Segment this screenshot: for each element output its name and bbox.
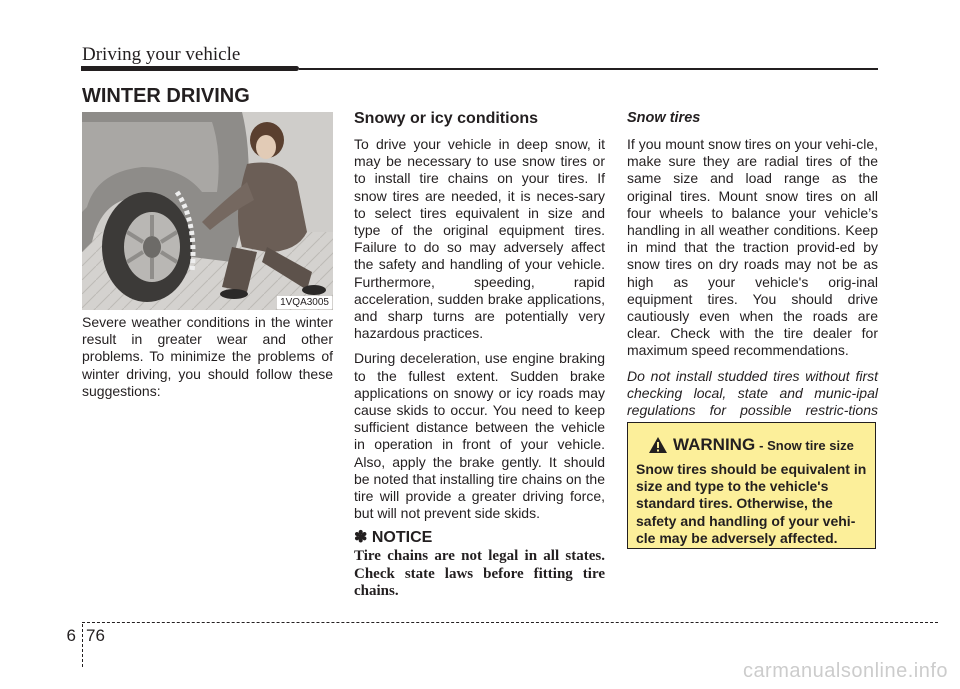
snow-tires-column xyxy=(627,136,878,444)
snowy-icy-paragraph-2: During deceleration, use engine braking to the fullest extent. Sudden brake applications on snowy or icy roads may cause skids to occur. You need to keep sufficient distance between the vehicle in operation in front of your vehicle. Also, apply the brake gently. It should be noted that installing tire chains on the tire will provide a greater driving force, but will not prevent side skids. xyxy=(354,350,605,522)
footer-divider xyxy=(82,624,83,667)
illustration-drawing xyxy=(82,112,333,310)
section-title: WINTER DRIVING xyxy=(82,85,250,107)
header-rule xyxy=(299,68,878,70)
warning-word: WARNING xyxy=(673,435,756,454)
footer-rule xyxy=(82,622,938,623)
figure-caption: 1VQA3005 xyxy=(277,296,332,309)
intro-column xyxy=(82,314,333,408)
warning-header xyxy=(648,433,854,457)
intro-paragraph: Severe weather conditions in the winter result in greater wear and other problems. To minimize the problems of winter driving, you should follow these suggestions: xyxy=(82,314,333,399)
header-title: Driving your vehicle xyxy=(82,44,241,65)
snow-tires-paragraph: If you mount snow tires on your vehi-cle, make sure they are radial tires of the same size and load range as the original tires. Mount snow tires on all four wheels to balance your vehicle’s handling in all weather conditions. Keep in mind that the traction provid-ed by snow tires on dry roads may not be as high as your vehicle's orig-inal equipment tires. You should drive cautiously even when the roads are clear. Check with the tire dealer for maximum speed recommendations. xyxy=(627,136,878,359)
notice-heading xyxy=(354,527,432,547)
notice-title: NOTICE xyxy=(371,529,433,546)
tire-chain-illustration xyxy=(82,112,333,310)
watermark: carmanualsonline.info xyxy=(742,660,948,682)
snowy-icy-heading: Snowy or icy conditions xyxy=(354,110,539,127)
warning-subtitle: - Snow tire size xyxy=(759,437,854,453)
studded-tires-paragraph: Do not install studded tires without first checking local, state and munic-ipal regulations for possible restric-tions xyxy=(627,367,878,419)
chapter-number: 6 xyxy=(66,626,76,645)
snow-tires-heading: Snow tires xyxy=(627,110,701,126)
page-number: 76 xyxy=(86,626,105,645)
warning-triangle-icon xyxy=(648,436,668,454)
header-bar xyxy=(81,66,299,71)
notice-text: Tire chains are not legal in all states. Check state laws before fitting tire chains. xyxy=(354,548,605,599)
snowy-icy-paragraph-1: To drive your vehicle in deep snow, it may be necessary to use snow tires or to install tire chains on your tires. If snow tires are needed, it is neces-sary to select tires equivalent in size and type of the original equipment tires. Failure to do so may adversely affect the safety and handling of your vehicle. Furthermore, speeding, rapid acceleration, sudden brake applications, and sharp turns are potentially very hazardous practices. xyxy=(354,136,605,342)
snowy-icy-column xyxy=(354,136,605,530)
notice-symbol-icon: ✽ xyxy=(354,529,368,546)
warning-box xyxy=(627,422,876,549)
warning-text: Snow tires should be equivalent in size and type to the vehicle's standard tires. Otherwise, the safety and handling of your vehi-cle may be adversely affected. xyxy=(636,461,867,546)
